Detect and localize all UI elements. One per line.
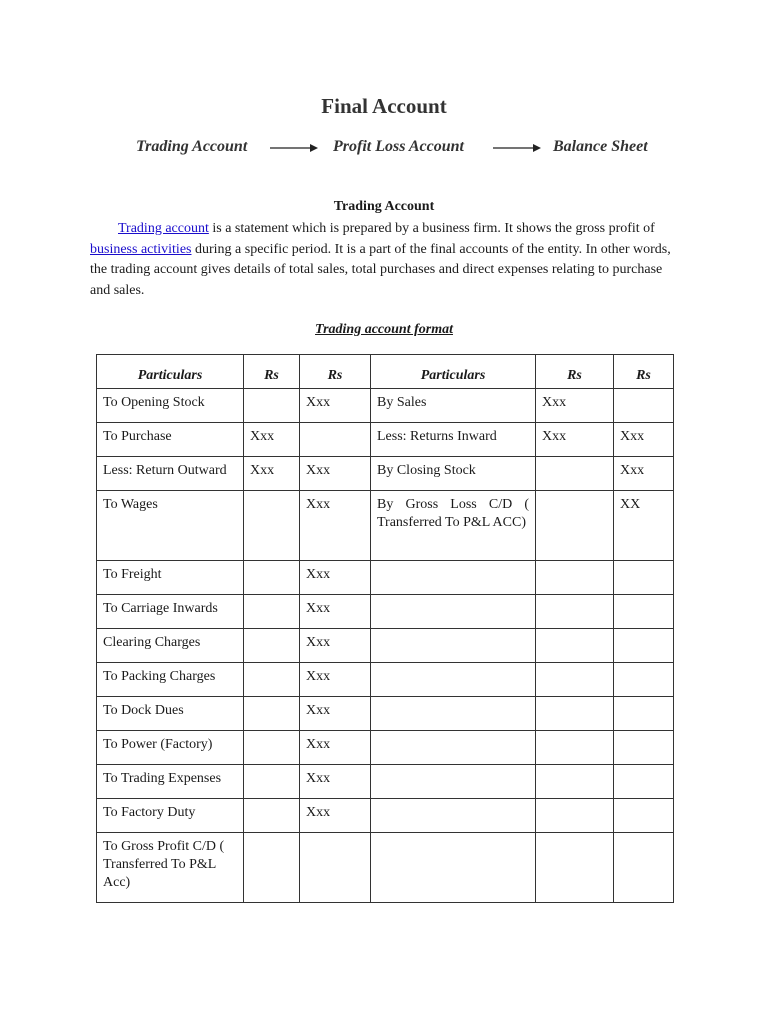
- table-cell: Xxx: [244, 423, 300, 457]
- table-cell: [244, 765, 300, 799]
- table-cell: To Opening Stock: [97, 389, 244, 423]
- table-cell: To Carriage Inwards: [97, 595, 244, 629]
- header-particulars-credit: Particulars: [371, 355, 536, 389]
- table-row: [97, 491, 674, 561]
- table-cell: By Closing Stock: [371, 457, 536, 491]
- header-particulars-debit: Particulars: [97, 355, 244, 389]
- business-activities-link[interactable]: business activities: [90, 241, 192, 257]
- table-cell: [536, 833, 614, 903]
- table-cell: To Packing Charges: [97, 663, 244, 697]
- table-cell: Xxx: [614, 423, 674, 457]
- table-header-row: [97, 355, 674, 389]
- table-cell: [244, 389, 300, 423]
- table-cell: XX: [614, 491, 674, 561]
- table-cell: [614, 561, 674, 595]
- table-cell: [244, 663, 300, 697]
- table-cell: Xxx: [300, 389, 371, 423]
- header-rs-debit-2: Rs: [300, 355, 371, 389]
- table-cell: [536, 561, 614, 595]
- table-cell: [300, 423, 371, 457]
- table-cell: [536, 663, 614, 697]
- table-cell: Xxx: [300, 491, 371, 561]
- table-cell: [536, 731, 614, 765]
- table-cell: Clearing Charges: [97, 629, 244, 663]
- table-cell: To Gross Profit C/D ( Transferred To P&L Acc): [97, 833, 244, 903]
- table-cell: [244, 491, 300, 561]
- table-row: [97, 561, 674, 595]
- table-cell: [371, 561, 536, 595]
- arrow-right-icon: [270, 141, 318, 155]
- table-cell: By Sales: [371, 389, 536, 423]
- table-cell: [244, 629, 300, 663]
- table-row: [97, 457, 674, 491]
- paragraph-text-1: is a statement which is prepared by a business firm. It shows the gross profit of: [208, 221, 655, 236]
- table-cell: Xxx: [300, 561, 371, 595]
- table-cell: To Freight: [97, 561, 244, 595]
- flow-step-profit-loss: Profit Loss Account: [333, 138, 464, 155]
- section-heading: Trading Account: [333, 199, 435, 214]
- arrow-right-icon: [493, 141, 541, 155]
- table-row: [97, 697, 674, 731]
- table-cell: By Gross Loss C/D ( Transferred To P&L ACC): [371, 491, 536, 561]
- table-cell: Xxx: [300, 799, 371, 833]
- table-cell: Xxx: [300, 629, 371, 663]
- table-cell: [244, 833, 300, 903]
- table-cell: [371, 765, 536, 799]
- table-cell: [614, 595, 674, 629]
- table-cell: Xxx: [536, 423, 614, 457]
- table-cell: Xxx: [300, 595, 371, 629]
- table-cell: [244, 561, 300, 595]
- table-cell: [614, 833, 674, 903]
- page-title: Final Account: [321, 94, 447, 118]
- table-cell: [371, 833, 536, 903]
- table-cell: [536, 457, 614, 491]
- table-row: [97, 629, 674, 663]
- table-cell: [614, 799, 674, 833]
- table-cell: [536, 799, 614, 833]
- table-cell: Xxx: [536, 389, 614, 423]
- table-cell: Xxx: [300, 765, 371, 799]
- table-cell: To Wages: [97, 491, 244, 561]
- table-cell: [371, 697, 536, 731]
- header-rs-credit-2: Rs: [614, 355, 674, 389]
- table-cell: Less: Returns Inward: [371, 423, 536, 457]
- table-cell: Xxx: [244, 457, 300, 491]
- table-cell: To Purchase: [97, 423, 244, 457]
- table-cell: To Factory Duty: [97, 799, 244, 833]
- table-cell: [614, 663, 674, 697]
- table-cell: [244, 799, 300, 833]
- table-cell: [371, 799, 536, 833]
- table-cell: [536, 697, 614, 731]
- header-rs-credit-1: Rs: [536, 355, 614, 389]
- table-cell: [371, 663, 536, 697]
- table-cell: [536, 595, 614, 629]
- flow-step-trading: Trading Account: [136, 138, 248, 155]
- table-cell: [536, 765, 614, 799]
- table-cell: To Power (Factory): [97, 731, 244, 765]
- table-cell: [614, 629, 674, 663]
- table-cell: To Trading Expenses: [97, 765, 244, 799]
- trading-account-table: [96, 354, 674, 903]
- description-paragraph: [90, 219, 680, 301]
- table-cell: [300, 833, 371, 903]
- table-cell: [614, 389, 674, 423]
- flow-step-balance-sheet: Balance Sheet: [553, 138, 648, 155]
- table-cell: [614, 765, 674, 799]
- table-cell: Xxx: [300, 457, 371, 491]
- table-row: [97, 389, 674, 423]
- table-cell: [614, 731, 674, 765]
- table-cell: [244, 697, 300, 731]
- table-cell: Xxx: [300, 697, 371, 731]
- table-cell: [244, 595, 300, 629]
- format-heading: Trading account format: [315, 322, 453, 337]
- table-cell: Xxx: [300, 663, 371, 697]
- table-cell: [371, 731, 536, 765]
- table-row: [97, 799, 674, 833]
- table-row: [97, 833, 674, 903]
- account-flow: [0, 138, 768, 160]
- table-row: [97, 731, 674, 765]
- table-cell: [371, 595, 536, 629]
- table-cell: To Dock Dues: [97, 697, 244, 731]
- header-rs-debit-1: Rs: [244, 355, 300, 389]
- table-cell: [536, 629, 614, 663]
- table-row: [97, 765, 674, 799]
- table-cell: Less: Return Outward: [97, 457, 244, 491]
- table-cell: Xxx: [614, 457, 674, 491]
- paragraph-text-2: during a specific period. It is a part of the final accounts of the entity. In other words, the trading account gives details of total sales, total purchases and direct expenses relating to purchase and sales.: [90, 241, 671, 298]
- table-cell: [614, 697, 674, 731]
- table-cell: Xxx: [300, 731, 371, 765]
- trading-account-link[interactable]: Trading account: [118, 221, 209, 236]
- table-cell: [536, 491, 614, 561]
- table-row: [97, 423, 674, 457]
- table-cell: [244, 731, 300, 765]
- table-cell: [371, 629, 536, 663]
- table-row: [97, 663, 674, 697]
- table-row: [97, 595, 674, 629]
